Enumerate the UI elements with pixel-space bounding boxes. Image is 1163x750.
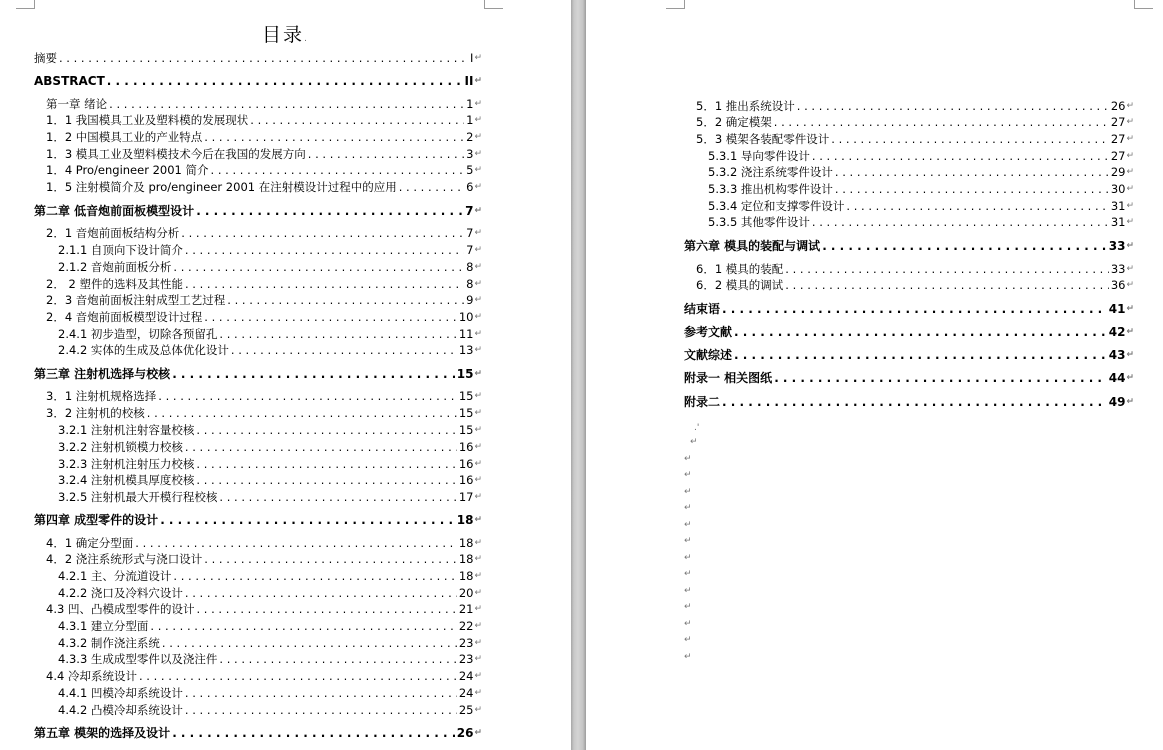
toc-entry-title: 3.2.2 注射机锁模力校核	[58, 440, 183, 454]
toc-entry[interactable]	[58, 439, 482, 455]
paragraph-mark-icon: ↵	[474, 604, 482, 614]
paragraph-mark-icon: ↵	[474, 554, 482, 564]
toc-page-number: 15	[458, 423, 474, 437]
toc-entry[interactable]	[684, 394, 1134, 410]
toc-entry-title: 3.2.1 注射机注射容量校核	[58, 423, 195, 437]
toc-entry-title: 第六章 模具的装配与调试	[684, 239, 821, 253]
paragraph-mark-icon: ↵	[474, 492, 482, 502]
toc-entry-title: 4.2.2 浇口及冷料穴设计	[58, 586, 183, 600]
paragraph-mark-icon: ↵	[474, 149, 482, 159]
toc-page-number: 7	[465, 204, 474, 218]
toc-page-number: 29	[1110, 165, 1126, 179]
paragraph-mark-icon: ↵	[1126, 373, 1134, 383]
toc-entry[interactable]	[684, 347, 1134, 363]
toc-entry-title: 5．3 模架各装配零件设计	[696, 132, 830, 146]
paragraph-mark-icon: ↵	[1126, 280, 1134, 290]
toc-dot-leader	[734, 347, 1107, 363]
toc-page-number: 1	[466, 113, 474, 127]
toc-page-number: 25	[458, 703, 474, 717]
toc-entry[interactable]	[58, 568, 482, 584]
toc-dot-leader	[774, 370, 1107, 386]
toc-entry-title: 5．1 推出系统设计	[696, 99, 795, 113]
toc-page-number: 24	[458, 669, 474, 683]
toc-dot-leader	[107, 73, 463, 89]
toc-entry-title: 第二章 低音炮前面板模型设计	[34, 204, 195, 218]
toc-page-number: 18	[456, 513, 474, 527]
toc-dot-leader	[172, 725, 455, 741]
toc-dot-leader	[785, 277, 1109, 293]
toc-page-number: 27	[1110, 149, 1126, 163]
toc-entry[interactable]	[46, 551, 482, 567]
empty-paragraph-mark-icon: ↵	[684, 569, 692, 579]
toc-dot-leader	[135, 535, 457, 551]
toc-entry-title: 4.3.3 生成成型零件以及浇注件	[58, 652, 218, 666]
toc-page-number: 18	[458, 569, 474, 583]
toc-page-number: 2	[466, 130, 474, 144]
toc-dot-leader	[797, 98, 1109, 114]
toc-page-number: 15	[458, 406, 474, 420]
toc-entry-title: 2.1.1 自顶向下设计简介	[58, 243, 183, 257]
empty-paragraph-mark-icon: ↵	[684, 651, 692, 662]
toc-entry[interactable]	[46, 405, 482, 421]
crop-mark-top-right	[1134, 0, 1153, 9]
toc-dot-leader	[139, 668, 457, 684]
toc-entry-title: 6．1 模具的装配	[696, 262, 784, 276]
toc-entry-title: 6．2 模具的调试	[696, 278, 784, 292]
toc-page-number: 41	[1108, 302, 1126, 316]
toc-page-number: 33	[1108, 239, 1126, 253]
toc-dot-leader	[250, 112, 464, 128]
toc-entry[interactable]	[46, 601, 482, 617]
toc-entry[interactable]	[34, 512, 482, 528]
document-page-left[interactable]	[0, 0, 571, 750]
toc-entry[interactable]	[58, 618, 482, 634]
toc-entry[interactable]	[684, 301, 1134, 317]
toc-dot-leader	[185, 276, 464, 292]
toc-page-number: 31	[1110, 199, 1126, 213]
paragraph-mark-icon: ↵	[1126, 201, 1134, 211]
paragraph-mark-icon: ↵	[474, 132, 482, 142]
toc-entry[interactable]	[58, 585, 482, 601]
toc-entry-title: 结束语	[684, 302, 721, 316]
toc-page-number: 8	[466, 277, 474, 291]
paragraph-mark-icon: ↵	[1126, 241, 1134, 251]
toc-entry[interactable]	[58, 651, 482, 667]
toc-page-number: 5	[466, 163, 474, 177]
paragraph-mark-icon: ↵	[474, 182, 482, 192]
paragraph-mark-icon: ↵	[474, 654, 482, 664]
toc-entry[interactable]	[708, 214, 1134, 230]
toc-entry-title: 1．4 Pro/engineer 2001 简介	[46, 163, 209, 177]
toc-entry[interactable]	[58, 259, 482, 275]
paragraph-mark-icon: ↵	[474, 345, 482, 355]
paragraph-mark-icon: ↵	[474, 475, 482, 485]
toc-page-number: I	[470, 51, 474, 65]
toc-entry[interactable]	[58, 242, 482, 258]
toc-dot-leader	[211, 162, 465, 178]
toc-entry[interactable]	[46, 96, 482, 112]
toc-entry-title: 5.3.4 定位和支撑零件设计	[708, 199, 845, 213]
toc-entry[interactable]	[34, 366, 482, 382]
toc-entry[interactable]	[34, 73, 482, 89]
paragraph-mark-icon: ↵	[474, 391, 482, 401]
toc-dot-leader	[219, 326, 456, 342]
paragraph-mark-icon: ↵	[474, 53, 482, 63]
empty-paragraph-mark-icon: ↵	[684, 453, 692, 464]
paragraph-mark-icon: ↵	[1126, 304, 1134, 314]
paragraph-mark-icon: ↵	[1126, 134, 1134, 144]
paragraph-mark-icon: ↵	[1126, 167, 1134, 177]
toc-dot-leader	[227, 292, 464, 308]
paragraph-mark-icon: ↵	[474, 688, 482, 698]
toc-page-number: 49	[1108, 395, 1126, 409]
paragraph-mark-icon: ↵	[474, 262, 482, 272]
toc-entry-title: 第五章 模架的选择及设计	[34, 726, 171, 740]
toc-dot-leader	[162, 635, 457, 651]
toc-dot-leader	[147, 405, 457, 421]
paragraph-mark-icon: ↵	[1126, 327, 1134, 337]
toc-dot-leader	[173, 568, 456, 584]
toc-entry[interactable]	[46, 668, 482, 684]
paragraph-mark-icon: ↵	[474, 369, 482, 379]
toc-entry[interactable]	[46, 129, 482, 145]
toc-entry-title: 4.3.1 建立分型面	[58, 619, 149, 633]
toc-page-number: 27	[1110, 115, 1126, 129]
toc-dot-leader	[173, 259, 464, 275]
toc-entry[interactable]	[708, 148, 1134, 164]
toc-page-number: 17	[458, 490, 474, 504]
toc-page-number: 1	[466, 97, 474, 111]
toc-entry-title: ABSTRACT	[34, 74, 105, 88]
toc-entry-title: 文献综述	[684, 348, 733, 362]
toc-dot-leader	[231, 342, 457, 358]
toc-entry-title: 第一章 绪论	[46, 97, 108, 111]
toc-dot-leader	[846, 198, 1108, 214]
crop-mark-top-left	[16, 0, 35, 9]
toc-entry[interactable]	[58, 472, 482, 488]
toc-page-number: 36	[1110, 278, 1126, 292]
document-page-right[interactable]	[586, 0, 1163, 750]
paragraph-mark-icon: ↵	[1126, 151, 1134, 161]
empty-paragraph-mark-icon: ↵	[684, 635, 692, 645]
toc-entry-title: 1．1 我国模具工业及塑料模的发展现状	[46, 113, 249, 127]
toc-entry[interactable]	[46, 292, 482, 308]
paragraph-mark-icon: ↵	[474, 295, 482, 305]
toc-dot-leader	[185, 702, 457, 718]
toc-entry[interactable]	[46, 276, 482, 292]
toc-dot-leader	[158, 388, 457, 404]
toc-page-number: 7	[466, 243, 474, 257]
toc-page-number: 8	[466, 260, 474, 274]
paragraph-mark-icon: ↵	[474, 206, 482, 216]
toc-entry-title: 1．3 模具工业及塑料模技术今后在我国的发展方向	[46, 147, 306, 161]
toc-dot-leader	[722, 301, 1107, 317]
toc-entry-title: 3．2 注射机的校核	[46, 406, 145, 420]
toc-entry-title: 4.3 凹、凸模成型零件的设计	[46, 602, 195, 616]
paragraph-mark-icon: ↵	[474, 99, 482, 109]
toc-entry-title: 3.2.3 注射机注射压力校核	[58, 457, 195, 471]
toc-entry-title: 2．3 音炮前面板注射成型工艺过程	[46, 293, 226, 307]
toc-dot-leader	[812, 148, 1109, 164]
toc-dot-leader	[196, 203, 463, 219]
toc-entry[interactable]	[46, 162, 482, 178]
paragraph-mark-icon: ↵	[474, 329, 482, 339]
toc-entry-title: 第三章 注射机选择与校核	[34, 367, 171, 381]
toc-page-number: 6	[466, 180, 474, 194]
toc-dot-leader	[109, 96, 464, 112]
toc-dot-leader	[185, 585, 457, 601]
toc-entry[interactable]	[34, 50, 482, 66]
crop-mark-top-right	[484, 0, 503, 9]
toc-dot-leader	[185, 242, 464, 258]
paragraph-mark-icon: ↵	[474, 728, 482, 738]
paragraph-mark-icon: ↵	[474, 571, 482, 581]
toc-page-number: 13	[458, 343, 474, 357]
toc-entry-title: 4.4.1 凹模冷却系统设计	[58, 686, 183, 700]
toc-dot-leader	[204, 129, 464, 145]
toc-dot-leader	[831, 131, 1109, 147]
toc-page-number: II	[464, 74, 474, 88]
toc-entry[interactable]	[696, 261, 1134, 277]
toc-dot-leader	[196, 601, 456, 617]
toc-page-number: 15	[458, 389, 474, 403]
paragraph-mark-icon: ↵	[1126, 264, 1134, 274]
toc-entry[interactable]	[58, 489, 482, 505]
page-gutter	[571, 0, 586, 750]
empty-paragraph-mark-icon: ↵	[684, 486, 692, 497]
paragraph-mark-icon: ↵	[474, 408, 482, 418]
toc-entry[interactable]	[58, 456, 482, 472]
toc-entry[interactable]	[708, 198, 1134, 214]
toc-dot-leader	[835, 181, 1109, 197]
paragraph-mark-icon: ↵	[474, 442, 482, 452]
empty-paragraph-mark-icon: ↵	[684, 618, 692, 629]
toc-entry-title: 2． 2 塑件的选料及其性能	[46, 277, 183, 291]
paragraph-mark-icon: ↵	[474, 671, 482, 681]
toc-dot-leader	[181, 225, 464, 241]
toc-entry-title: 1．5 注射模简介及 pro/engineer 2001 在注射模设计过程中的应用	[46, 180, 397, 194]
paragraph-mark-icon: ↵	[1126, 117, 1134, 127]
paragraph-mark-icon: ↵	[474, 115, 482, 125]
toc-dot-leader	[734, 324, 1107, 340]
toc-page-number: 7	[466, 226, 474, 240]
toc-dot-leader	[196, 456, 456, 472]
toc-entry[interactable]	[58, 326, 482, 342]
toc-page-number: 44	[1108, 371, 1126, 385]
toc-entry-title: 4.4.2 凸模冷却系统设计	[58, 703, 183, 717]
paragraph-mark-icon: ↵	[1126, 217, 1134, 227]
toc-page-number: 30	[1110, 182, 1126, 196]
toc-page-number: 23	[458, 652, 474, 666]
paragraph-mark-icon: ↵	[474, 638, 482, 648]
toc-dot-leader	[185, 685, 457, 701]
paragraph-mark-icon: ↵	[1126, 101, 1134, 111]
toc-page-number: 31	[1110, 215, 1126, 229]
crop-mark-top-left	[666, 0, 685, 9]
toc-entry[interactable]	[684, 370, 1134, 386]
toc-entry-title: 3.2.4 注射机模具厚度校核	[58, 473, 195, 487]
toc-dot-leader	[204, 309, 457, 325]
toc-entry-title: 5.3.2 浇注系统零件设计	[708, 165, 833, 179]
empty-paragraph-mark-icon: ↵	[684, 536, 692, 546]
toc-entry-title: 附录一 相关图纸	[684, 371, 773, 385]
toc-entry-title: 5.3.3 推出机构零件设计	[708, 182, 833, 196]
toc-entry-title: 第四章 成型零件的设计	[34, 513, 159, 527]
paragraph-mark-icon: ↵	[474, 76, 482, 86]
toc-entry[interactable]	[696, 114, 1134, 130]
toc-page-number: 33	[1110, 262, 1126, 276]
toc-page-number: 11	[458, 327, 474, 341]
toc-entry[interactable]	[58, 342, 482, 358]
toc-page-number: 20	[458, 586, 474, 600]
toc-dot-leader	[196, 422, 456, 438]
toc-entry-title: 4．2 浇注系统形式与浇口设计	[46, 552, 203, 566]
toc-entry-title: 2.4.1 初步造型，切除各预留孔	[58, 327, 218, 341]
toc-page-number: 15	[456, 367, 474, 381]
toc-entry[interactable]	[46, 225, 482, 241]
toc-entry-title: 参考文献	[684, 325, 733, 339]
toc-page-number: 10	[458, 310, 474, 324]
toc-dot-leader	[822, 238, 1107, 254]
toc-page-number: 9	[466, 293, 474, 307]
paragraph-mark-icon: ↵	[474, 515, 482, 525]
toc-entry[interactable]	[708, 181, 1134, 197]
paragraph-mark-icon: ↵	[474, 165, 482, 175]
paragraph-mark-icon: ↵	[474, 538, 482, 548]
toc-page-number: 16	[458, 457, 474, 471]
toc-entry-title: 附录二	[684, 395, 721, 409]
toc-entry[interactable]	[46, 179, 482, 195]
toc-dot-leader	[722, 394, 1107, 410]
toc-entry[interactable]	[46, 112, 482, 128]
toc-entry[interactable]	[46, 309, 482, 325]
empty-paragraph-mark-icon: ↵	[684, 552, 692, 563]
toc-page-number: 16	[458, 473, 474, 487]
toc-entry[interactable]	[34, 203, 482, 219]
toc-entry[interactable]	[684, 238, 1134, 254]
toc-entry[interactable]	[46, 535, 482, 551]
toc-entry-title: 5.3.5 其他零件设计	[708, 215, 810, 229]
empty-paragraph-mark-icon: ↵	[684, 585, 692, 596]
toc-entry[interactable]	[58, 422, 482, 438]
toc-entry-title: 2．4 音炮前面板模型设计过程	[46, 310, 203, 324]
paragraph-mark-icon: ↵	[474, 245, 482, 255]
toc-dot-leader	[196, 472, 456, 488]
toc-page-number: 16	[458, 440, 474, 454]
toc-dot-leader	[204, 551, 457, 567]
paragraph-mark-icon: ↵	[474, 425, 482, 435]
toc-page-number: 18	[458, 552, 474, 566]
toc-entry-title: 4.3.2 制作浇注系统	[58, 636, 160, 650]
toc-page-number: 27	[1110, 132, 1126, 146]
toc-entry-title: 4．1 确定分型面	[46, 536, 134, 550]
paragraph-mark-icon: ↵	[474, 312, 482, 322]
toc-entry-title: 3．1 注射机规格选择	[46, 389, 157, 403]
toc-page-number: 26	[456, 726, 474, 740]
toc-entry-title: 4.4 冷却系统设计	[46, 669, 137, 683]
toc-page-number: 18	[458, 536, 474, 550]
toc-page-number: 3	[466, 147, 474, 161]
paragraph-mark-icon: ↵	[1126, 184, 1134, 194]
empty-paragraph-mark-icon: ↵	[684, 602, 692, 612]
toc-entry-title: 5．2 确定模架	[696, 115, 772, 129]
paragraph-mark-icon: ↵	[474, 621, 482, 631]
toc-dot-leader	[185, 439, 457, 455]
toc-dot-leader	[835, 164, 1109, 180]
empty-paragraph-mark-icon: ↵	[684, 519, 692, 530]
toc-entry[interactable]	[58, 702, 482, 718]
toc-entry[interactable]	[696, 98, 1134, 114]
toc-entry-title: 摘要	[34, 51, 57, 65]
paragraph-mark-icon: ↵	[474, 279, 482, 289]
toc-dot-leader	[308, 146, 464, 162]
toc-entry[interactable]	[58, 635, 482, 651]
toc-title: 目录.	[262, 24, 309, 46]
empty-paragraph-mark-icon: ↵	[684, 470, 692, 480]
toc-page-number: 23	[458, 636, 474, 650]
toc-page-number: 21	[458, 602, 474, 616]
toc-entry-title: 2.1.2 音炮前面板分析	[58, 260, 172, 274]
toc-dot-leader	[399, 179, 464, 195]
toc-dot-leader	[219, 651, 456, 667]
toc-dot-leader	[160, 512, 455, 528]
toc-entry-title: 1．2 中国模具工业的产业特点	[46, 130, 203, 144]
toc-entry[interactable]	[696, 131, 1134, 147]
toc-dot-leader	[812, 214, 1109, 230]
toc-entry[interactable]	[696, 277, 1134, 293]
toc-dot-leader	[774, 114, 1109, 130]
toc-entry-title: 2．1 音炮前面板结构分析	[46, 226, 180, 240]
stray-mark: .'	[694, 423, 700, 433]
paragraph-mark-icon: ↵	[474, 228, 482, 238]
toc-entry[interactable]	[34, 725, 482, 741]
empty-paragraph-mark-icon: ↵	[684, 503, 692, 513]
toc-dot-leader	[172, 366, 455, 382]
toc-entry[interactable]	[46, 388, 482, 404]
toc-dot-leader	[219, 489, 456, 505]
toc-dot-leader	[150, 618, 456, 634]
toc-entry-title: 2.4.2 实体的生成及总体优化设计	[58, 343, 229, 357]
toc-page-number: 43	[1108, 348, 1126, 362]
toc-page-number: 42	[1108, 325, 1126, 339]
toc-entry-title: 3.2.5 注射机最大开模行程校核	[58, 490, 218, 504]
toc-page-number: 24	[458, 686, 474, 700]
toc-entry-title: 5.3.1 导向零件设计	[708, 149, 810, 163]
toc-page-number: 22	[458, 619, 474, 633]
paragraph-mark-icon: ↵	[1126, 350, 1134, 360]
toc-entry[interactable]	[684, 324, 1134, 340]
paragraph-mark-icon: ↵	[474, 459, 482, 469]
paragraph-mark-icon: ↵	[474, 705, 482, 715]
toc-entry[interactable]	[708, 164, 1134, 180]
paragraph-mark-icon: ↵	[474, 588, 482, 598]
toc-dot-leader	[785, 261, 1109, 277]
toc-entry[interactable]	[46, 146, 482, 162]
toc-entry-title: 4.2.1 主、分流道设计	[58, 569, 172, 583]
toc-entry[interactable]	[58, 685, 482, 701]
toc-dot-leader	[59, 50, 468, 66]
paragraph-mark-icon: ↵	[1126, 397, 1134, 407]
toc-page-number: 26	[1110, 99, 1126, 113]
empty-paragraph-mark-icon: ↵	[690, 437, 698, 447]
